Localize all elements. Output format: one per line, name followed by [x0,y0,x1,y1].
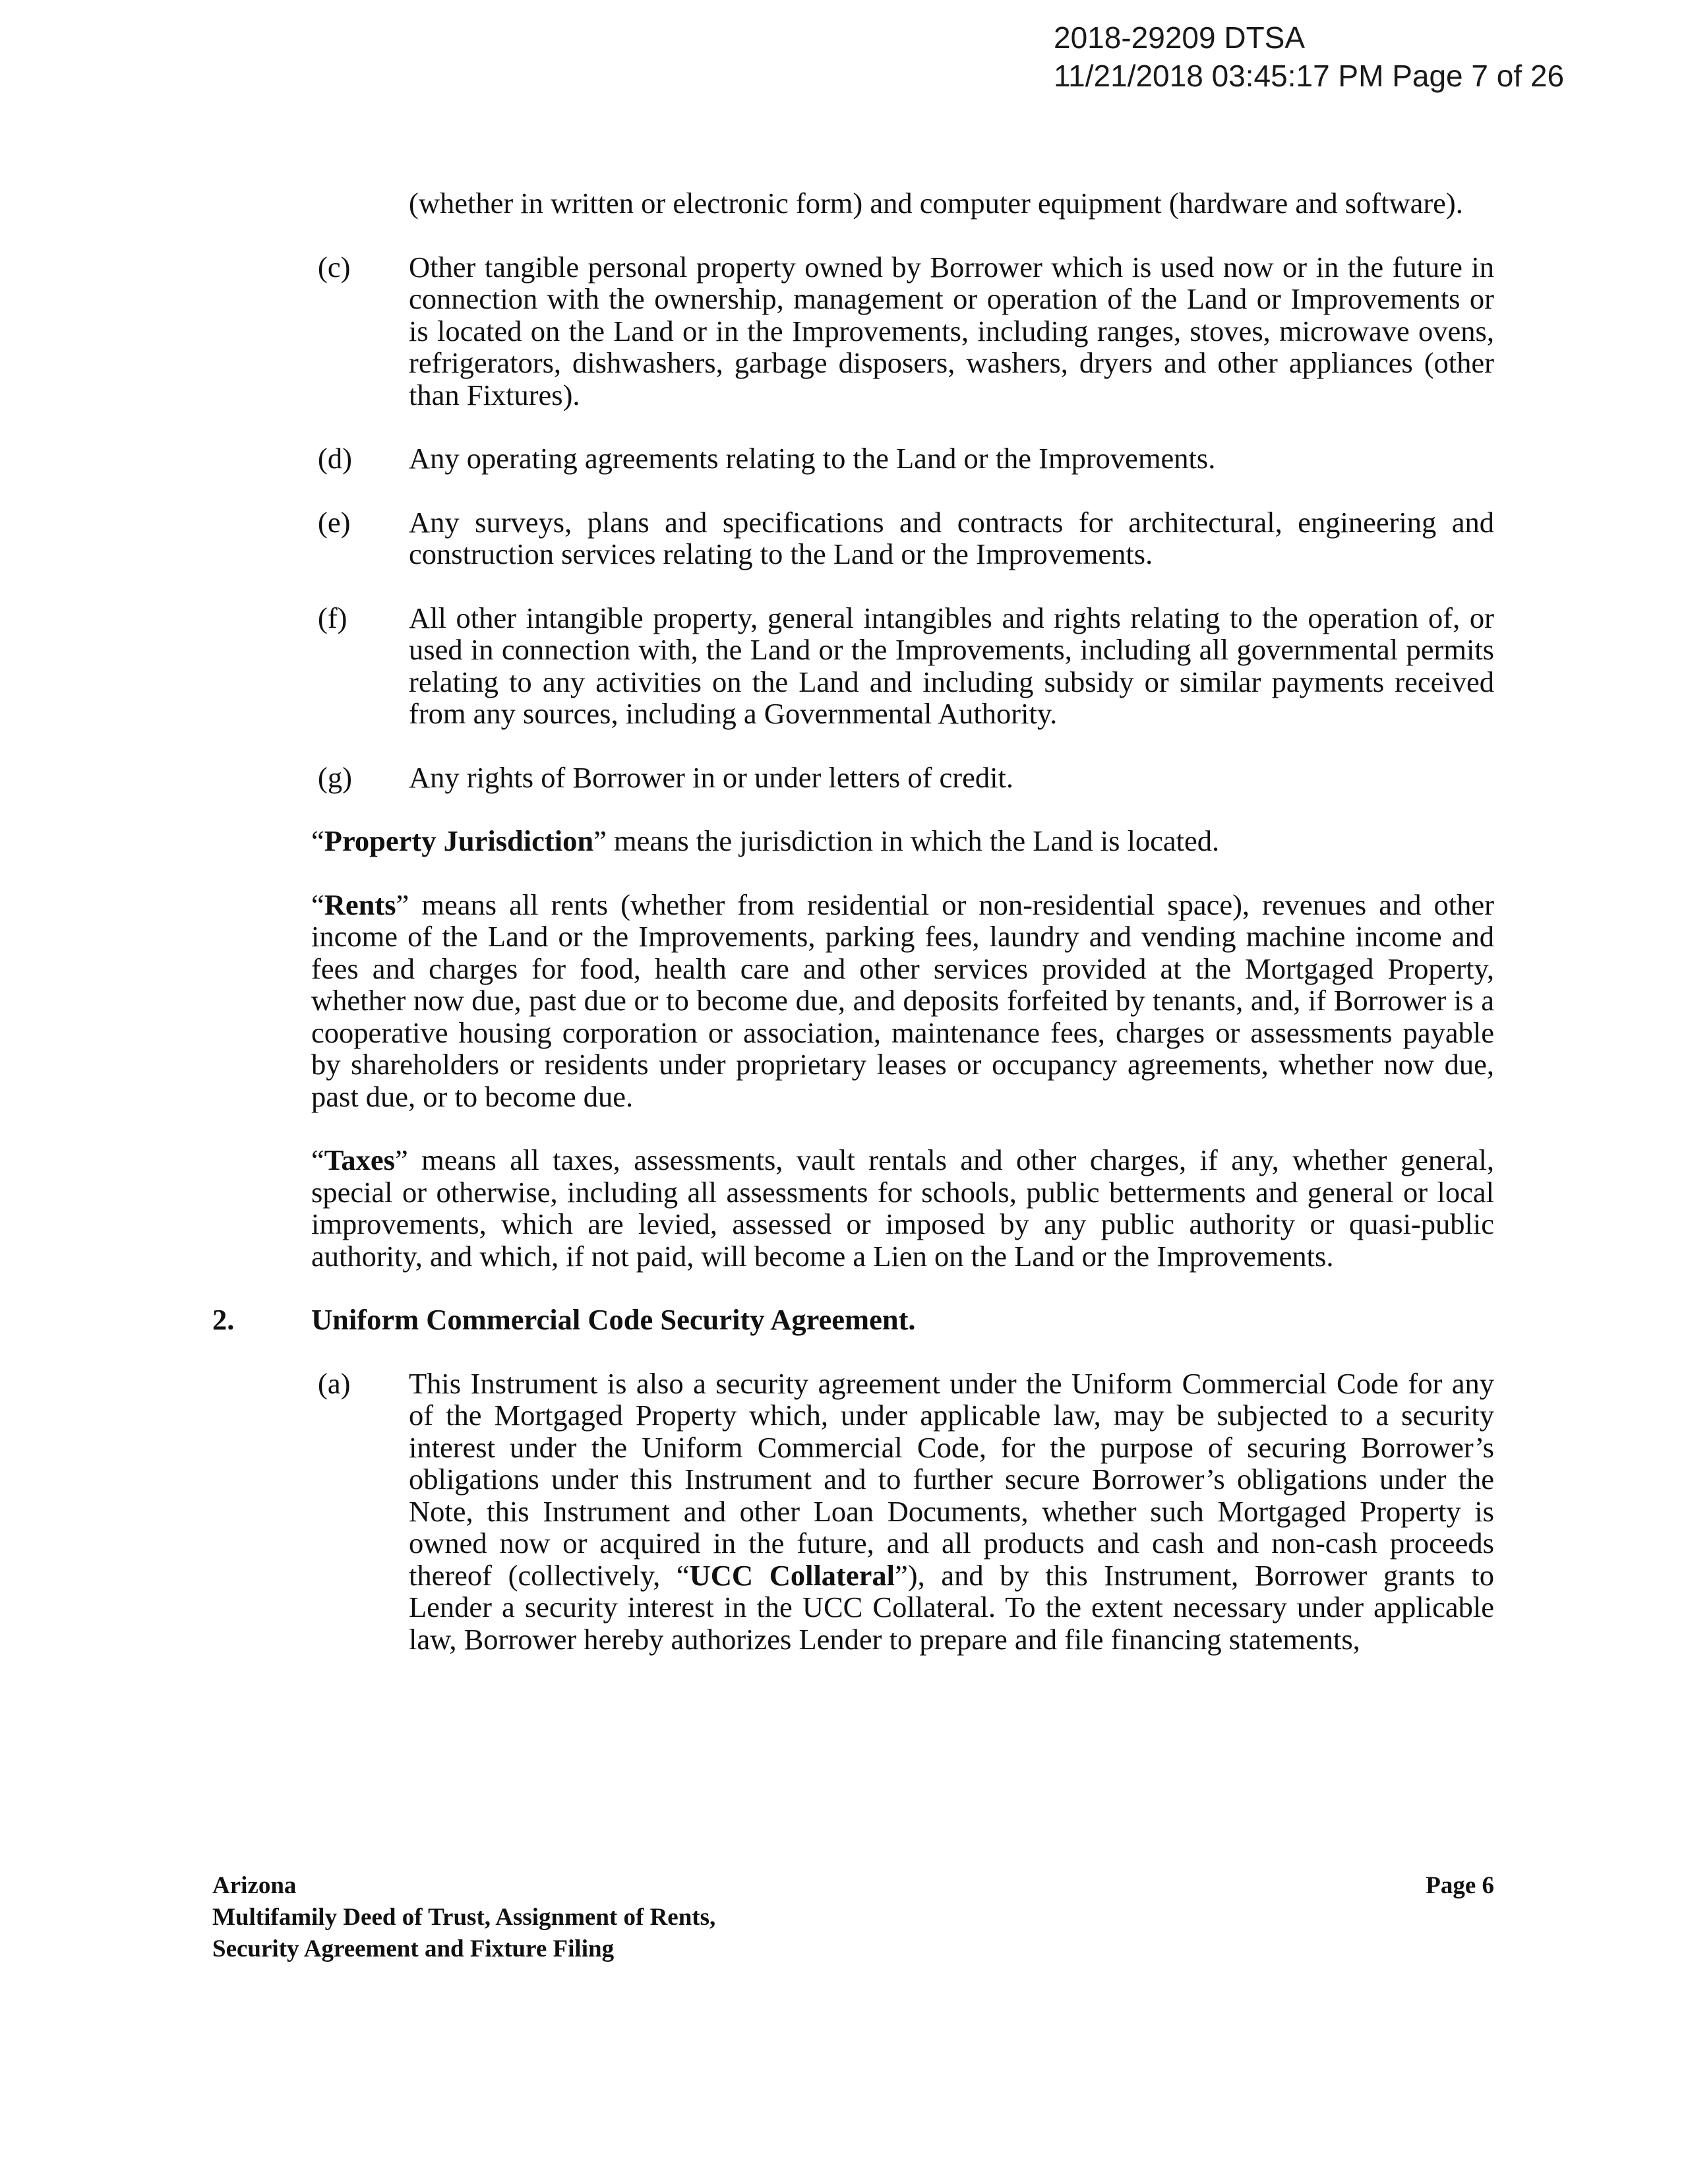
section-number: 2. [212,1303,235,1336]
defined-term: UCC Collateral [689,1558,895,1592]
defined-term: Property Jurisdiction [324,824,594,857]
section-heading [212,1304,1494,1336]
close-quote: ” [394,1143,408,1176]
subitem-c [212,251,1494,411]
subitem-text: Any rights of Borrower in or under letters of credit. [409,760,1013,794]
footer-title-line2: Security Agreement and Fixture Filing [212,1935,615,1962]
close-quote: ” [396,888,409,921]
subitem-text [409,1368,1494,1656]
page-number: Page 6 [1426,1872,1494,1899]
open-quote: “ [311,888,324,921]
definition-rents [212,889,1494,1113]
subitem-label: (g) [318,760,352,794]
close-quote: ” [593,824,607,857]
subitem-text: Any operating agreements relating to the Land or the Improvements. [409,442,1216,475]
footer-state: Arizona [212,1872,297,1899]
subitem-d [212,442,1494,475]
subitem-label: (a) [318,1366,351,1400]
subitem-g [212,762,1494,794]
subitem-f [212,602,1494,730]
text-after-term: ”), and by this Instrument, Borrower grants to Lender a security interest in the UCC Collateral. To the extent necessary under applicable law, Borrower hereby authorizes Lender to prepare and file financing statements, [409,1558,1494,1656]
open-quote: “ [311,824,324,857]
recording-timestamp: 11/21/2018 03:45:17 PM Page 7 of 26 [1054,59,1565,93]
section2-subitem-a [212,1368,1494,1656]
subitem-text: Any surveys, plans and specifications and contracts for architectural, engineering and construction services relating to the Land or the Improvements. [409,505,1494,570]
subitem-text: Other tangible personal property owned by Borrower which is used now or in the future in connection with the ownership, management or operation of the Land or Improvements or is located on the Land or in the Improvements, including ranges, stoves, microwave ovens, refrigerators, dishwashers, garbage disposers, washers, dryers and other appliances (other than Fixtures). [409,250,1494,411]
definition-text: means all rents (whether from residential or non-residential space), revenues and other income of the Land or the Improvements, parking fees, laundry and vending machine income and fees and charges for food, health care and other services provided at the Mortgaged Property, whether now due, past due or to become due, and deposits forfeited by tenants, and, if Borrower is a cooperative housing corporation or association, maintenance fees, charges or assessments payable by shareholders or residents under proprietary leases or occupancy agreements, whether now due, past due, or to become due. [311,888,1494,1113]
subitem-label: (e) [318,505,351,539]
document-body [212,187,1494,1687]
definition-text: means all taxes, assessments, vault rentals and other charges, if any, whether general, special or otherwise, including all assessments for schools, public betterments and general or local improvements, which are levied, assessed or imposed by any public authority or quasi-public authority, and which, if not paid, will become a Lien on the Land or the Improvements. [311,1143,1494,1273]
text-before-term: This Instrument is also a security agreement under the Uniform Commercial Code for any of the Mortgaged Property which, under applicable law, may be subjected to a security interest under the Uniform Commercial Code, for the purpose of securing Borrower’s obligations under this Instrument and to further secure Borrower’s obligations under the Note, this Instrument and other Loan Documents, whether such Mortgaged Property is owned now or acquired in the future, and all products and cash and non-cash proceeds thereof (collectively, “ [409,1366,1494,1592]
recording-stamp [1054,18,1564,95]
recording-number: 2018-29209 DTSA [1054,20,1306,55]
footer-title-line1: Multifamily Deed of Trust, Assignment of Rents, [212,1904,716,1931]
subitem-e [212,506,1494,570]
continuation-paragraph: (whether in written or electronic form) and computer equipment (hardware and software). [409,187,1463,220]
subitem-label: (d) [318,442,352,475]
definition-property-jurisdiction [212,825,1494,857]
section-title: Uniform Commercial Code Security Agreement. [311,1303,916,1336]
open-quote: “ [311,1143,324,1176]
definition-taxes [212,1144,1494,1272]
subitem-label: (c) [318,250,351,284]
document-footer [212,1870,715,1965]
defined-term: Rents [324,888,396,921]
definition-text: means the jurisdiction in which the Land is located. [606,824,1220,857]
subitem-label: (f) [318,601,347,634]
subitem-text: All other intangible property, general intangibles and rights relating to the operation of, or used in connection with, the Land or the Improvements, including all governmental permits relating to any activities on the Land and including subsidy or similar payments received from any sources, including a Governmental Authority. [409,601,1494,730]
defined-term: Taxes [324,1143,395,1176]
